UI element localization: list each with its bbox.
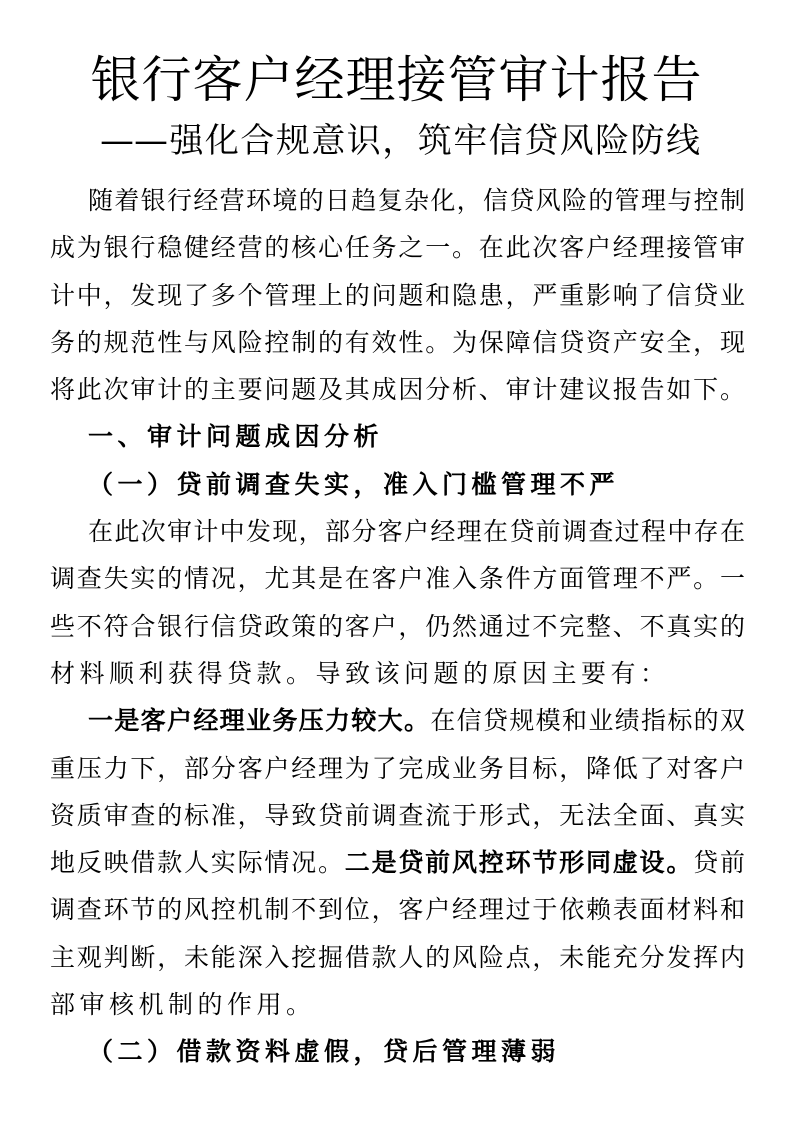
- text: 随着银行经营环境的日趋复杂化，信贷风险的管理与控制: [88, 186, 745, 215]
- bold-text: （一）贷前调查失实，准入门槛管理不严: [88, 469, 620, 499]
- text-line: [50, 981, 745, 1028]
- text: 地反映借款人实际情况。: [50, 848, 345, 878]
- text: 在信贷规模和业绩指标的双: [430, 706, 745, 736]
- text-line: [50, 508, 745, 555]
- subsection-heading: [50, 1028, 745, 1075]
- text-line: [50, 272, 745, 319]
- text-line: [50, 461, 745, 508]
- text-line: [50, 603, 745, 650]
- text-line: [50, 792, 745, 839]
- text-line: [50, 1028, 745, 1075]
- text: 部审核机制的作用。: [50, 990, 316, 1020]
- text: 重压力下，部分客户经理为了完成业务目标，降低了对客户: [50, 753, 745, 783]
- text: 材料顺利获得贷款。导致该问题的原因主要有：: [50, 658, 670, 688]
- text: 调查失实的情况，尤其是在客户准入条件方面管理不严。一: [50, 564, 745, 594]
- paragraph: [50, 697, 745, 1028]
- text-line: [50, 886, 745, 933]
- document-title: 银行客户经理接管审计报告: [90, 51, 703, 109]
- bold-text: 二是贷前风控环节形同虚设。: [344, 848, 694, 878]
- text-line: [50, 177, 745, 224]
- bold-text: （二）借款资料虚假，贷后管理薄弱: [88, 1037, 561, 1067]
- text: 计中，发现了多个管理上的问题和隐患，严重影响了信贷业: [50, 280, 745, 310]
- text: 务的规范性与风险控制的有效性。为保障信贷资产安全，现: [50, 327, 745, 357]
- bold-text: 一、审计问题成因分析: [88, 422, 384, 452]
- text-line: [50, 555, 745, 602]
- text-line: [50, 366, 745, 413]
- text: 在此次审计中发现，部分客户经理在贷前调查过程中存在: [88, 517, 745, 547]
- section-heading: [50, 413, 745, 460]
- text-line: [50, 934, 745, 981]
- subsection-heading: [50, 461, 745, 508]
- text: 调查环节的风控机制不到位，客户经理过于依赖表面材料和: [50, 895, 745, 925]
- text: 贷前: [693, 848, 745, 878]
- text-line: [50, 224, 745, 271]
- paragraph: [50, 508, 745, 697]
- text: 资质审查的标准，导致贷前调查流于形式，无法全面、真实: [50, 800, 745, 830]
- text-line: [50, 650, 745, 697]
- document-body: [50, 177, 745, 1076]
- text: 成为银行稳健经营的核心任务之一。在此次客户经理接管审: [50, 233, 745, 263]
- paragraph: [50, 177, 745, 413]
- bold-text: 一是客户经理业务压力较大。: [88, 706, 431, 736]
- text-line: [50, 745, 745, 792]
- text-line: [50, 413, 745, 460]
- text-line: [50, 839, 745, 886]
- text-line: [50, 697, 745, 744]
- text-line: [50, 319, 745, 366]
- text: 主观判断，未能深入挖掘借款人的风险点，未能充分发挥内: [50, 942, 745, 972]
- document-subtitle: ——强化合规意识，筑牢信贷风险防线: [100, 121, 700, 161]
- text: 将此次审计的主要问题及其成因分析、审计建议报告如下。: [50, 375, 745, 405]
- text: 些不符合银行信贷政策的客户，仍然通过不完整、不真实的: [50, 611, 745, 641]
